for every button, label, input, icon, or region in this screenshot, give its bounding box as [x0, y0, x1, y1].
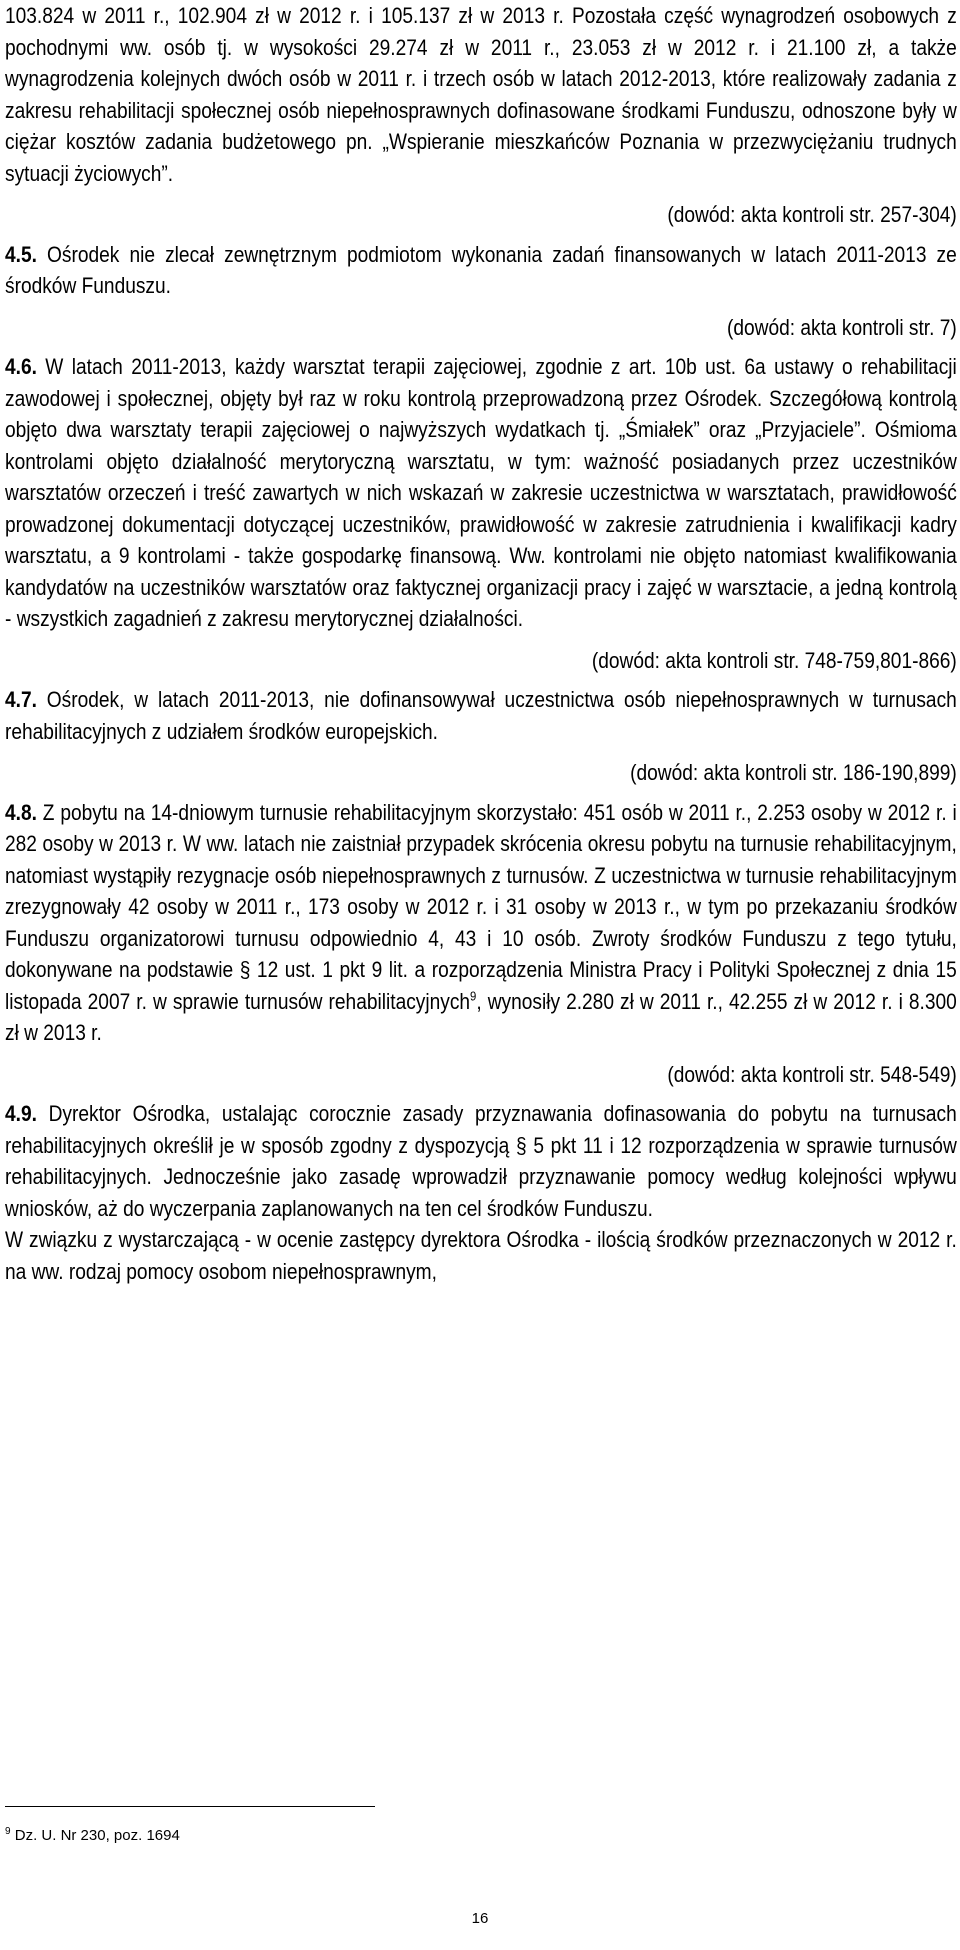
footnote-text: Dz. U. Nr 230, poz. 1694 [10, 1827, 180, 1844]
section-text: Z pobytu na 14-dniowym turnusie rehabilitacyjnym skorzystało: 451 osób w 2011 r., 2.253 osoby w 2012 r. i 282 osoby w 2013 r. W ww. latach nie zaistniał przypadek skrócenia okresu pobytu na turnusie rehabilitacyjnym, natomiast wystąpiły rezygnacje osób niepełnosprawnych z turnusów. Z uczestnictwa w turnusie rehabilitacyjnym zrezygnowały 42 osoby w 2011 r., 173 osoby w 2012 r. i 31 osoby w 2013 r., w tym po przekazaniu środków Funduszu organizatorowi turnusu odpowiednio 4, 43 i 10 osób. Zwroty środków Funduszu z tego tytułu, dokonywane na podstawie § 12 ust. 1 pkt 9 lit. a rozporządzenia Ministra Pracy i Polityki Społecznej z dnia 15 listopada 2007 r. w sprawie turnusów rehabilitacyjnych [5, 799, 957, 1014]
section-4-7 [5, 684, 957, 747]
section-number: 4.7. [5, 687, 37, 712]
footnote-reference: 9 [470, 988, 477, 1004]
section-number: 4.6. [5, 354, 37, 379]
section-number: 4.8. [5, 799, 37, 825]
paragraph-last: W związku z wystarczającą - w ocenie zastępcy dyrektora Ośrodka - ilością środków przeznaczonych w 2012 r. na ww. rodzaj pomocy osobom niepełnosprawnym, [5, 1227, 957, 1284]
section-text: Ośrodek nie zlecał zewnętrznym podmiotom wykonania zadań finansowanych w latach 2011-2013 ze środków Funduszu. [5, 241, 957, 298]
section-4-8 [5, 797, 957, 1049]
evidence-reference: (dowód: akta kontroli str. 748-759,801-866) [591, 647, 957, 673]
section-4-9 [5, 1098, 957, 1224]
evidence-reference: (dowód: akta kontroli str. 257-304) [667, 202, 957, 227]
evidence-reference: (dowód: akta kontroli str. 7) [726, 314, 957, 340]
footnote-number: 9 [5, 1826, 11, 1837]
section-text: Dyrektor Ośrodka, ustalając corocznie zasady przyznawania dofinasowania do pobytu na turnusach rehabilitacyjnych określił je w sposób zgodny z dyspozycją § 5 pkt 11 i 12 rozporządzenia w sprawie turnusów rehabilitacyjnych. Jednocześnie jako zasadę wprowadził przyznawanie pomocy według kolejności wpływu wniosków, aż do wyczerpania zaplanowanych na ten cel środków Funduszu. [5, 1101, 957, 1221]
page-number: 16 [471, 1910, 489, 1927]
section-4-6 [5, 351, 957, 635]
paragraph-intro: 103.824 w 2011 r., 102.904 zł w 2012 r. i 105.137 zł w 2013 r. Pozostała część wynagrodzeń osobowych z pochodnymi ww. osób tj. w wysokości 29.274 zł w 2011 r., 23.053 zł w 2012 r. i 21.100 zł, a także wynagrodzenia kolejnych dwóch osób w 2011 r. i trzech osób w latach 2012-2013, które realizowały zadania z zakresu rehabilitacji społecznej osób niepełnosprawnych dofinasowane środkami Funduszu, odnoszone były w ciężar kosztów zadania budżetowego pn. „Wspieranie mieszkańców Poznania w przezwyciężaniu trudnych sytuacji życiowych”. [5, 3, 957, 186]
section-number: 4.5. [5, 241, 37, 267]
section-number: 4.9. [5, 1101, 37, 1126]
section-4-5 [5, 239, 957, 302]
section-text-continued: , wynosiły 2.280 zł w 2011 r., 42.255 zł w 2012 r. i 8.300 zł w 2013 r. [5, 988, 957, 1045]
document-body [5, 0, 957, 1287]
section-text: Ośrodek, w latach 2011-2013, nie dofinansowywał uczestnictwa osób niepełnosprawnych w turnusach rehabilitacyjnych z udziałem środków europejskich. [5, 687, 957, 744]
footnote-separator [5, 1806, 375, 1807]
evidence-reference: (dowód: akta kontroli str. 548-549) [667, 1061, 957, 1087]
footnote [5, 1822, 180, 1846]
section-text: W latach 2011-2013, każdy warsztat terapii zajęciowej, zgodnie z art. 10b ust. 6a ustawy o rehabilitacji zawodowej i społecznej, objęty był raz w roku kontrolą przeprowadzoną przez Ośrodek. Szczegółową kontrolą objęto dwa warsztaty terapii zajęciowej o najwyższych wydatkach tj. „Śmiałek” oraz „Przyjaciele”. Ośmioma kontrolami objęto działalność merytoryczną warsztatu, w tym: ważność posiadanych przez uczestników warsztatów orzeczeń i treść zawartych w nich wskazań w zakresie uczestnictwa w warsztatach, prawidłowość prowadzonej dokumentacji dotyczącej uczestników, prawidłowość w zakresie zatrudnienia i kwalifikacji kadry warsztatu, a 9 kontrolami - także gospodarkę finansową. Ww. kontrolami nie objęto natomiast kwalifikowania kandydatów na uczestników warsztatów oraz faktycznej organizacji pracy i zajęć w warsztacie, a jedną kontrolą - wszystkich zagadnień z zakresu merytorycznej działalności. [5, 354, 957, 631]
evidence-reference: (dowód: akta kontroli str. 186-190,899) [630, 760, 957, 785]
